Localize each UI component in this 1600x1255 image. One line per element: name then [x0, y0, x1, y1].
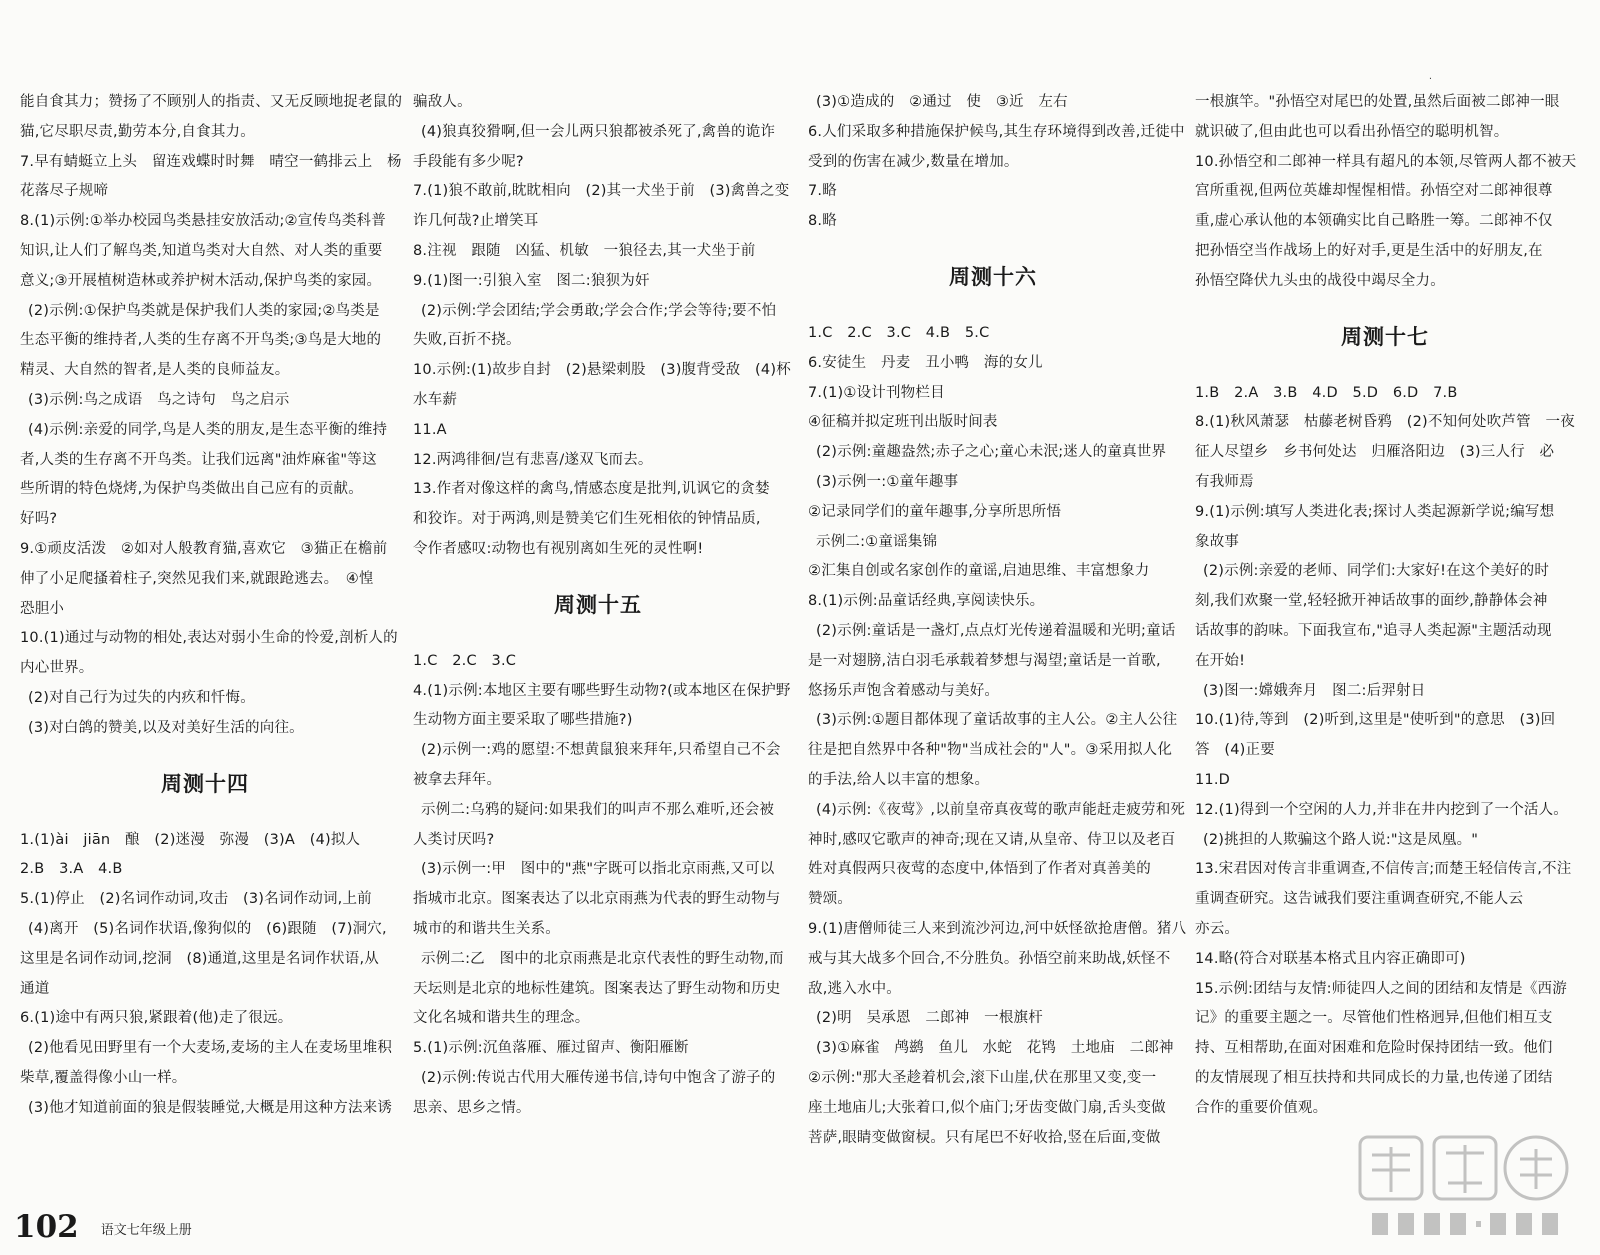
answer-line: 重调查研究。这告诫我们要注重调查研究,不能人云: [1195, 891, 1524, 908]
answer-line: 敌,逃入水中。: [808, 980, 902, 997]
answer-line: 在开始!: [1195, 652, 1246, 669]
answer-line: (2)明 吴承恩 二郎神 一根旗杆: [816, 1010, 1043, 1027]
answer-line: 9.①顽皮活泼 ②如对人般教育猫,喜欢它 ③猫正在檐前: [20, 540, 388, 557]
column-4: [1195, 88, 1575, 1124]
answer-line: 话故事的韵味。下面我宣布,"追寻人类起源"主题活动现: [1195, 622, 1552, 639]
answer-line: 令作者感叹:动物也有视别离如生死的灵性啊!: [413, 540, 704, 557]
answer-line: (3)图一:嫦娥奔月 图二:后羿射日: [1203, 682, 1426, 699]
answer-line: 诈几何哉?止增笑耳: [413, 213, 539, 230]
answer-line: 11.A: [413, 421, 447, 438]
answer-line: (4)离开 (5)名词作状语,像狗似的 (6)跟随 (7)洞穴,: [28, 920, 387, 937]
answer-line: (2)他看见田野里有一个大麦场,麦场的主人在麦场里堆积: [28, 1040, 393, 1057]
answer-line: (3)他才知道前面的狼是假装睡觉,大概是用这种方法来诱: [28, 1099, 393, 1116]
answer-line: 就识破了,但由此也可以看出孙悟空的聪明机智。: [1195, 123, 1509, 140]
answer-line: 10.孙悟空和二郎神一样具有超凡的本领,尽管两人都不被天: [1195, 153, 1577, 170]
answer-line: 8.注视 跟随 凶猛、机敏 一狼径去,其一犬坐于前: [413, 242, 756, 259]
answer-line: 往是把自然界中各种"物"当成社会的"人"。③采用拟人化: [808, 742, 1173, 759]
answer-line: 记》的重要主题之一。尽管他们性格迥异,但他们相互支: [1195, 1010, 1553, 1027]
column-2: [413, 88, 791, 1124]
answer-line: (3)①麻雀 鸬鹚 鱼儿 水蛇 花鸨 土地庙 二郎神: [816, 1040, 1174, 1057]
answer-line: 5.(1)示例:沉鱼落雁、雁过留声、衡阳雁断: [413, 1040, 689, 1057]
answer-line: (2)挑担的人欺骗这个路人说:"这是凤凰。": [1203, 831, 1479, 848]
answer-line: (2)示例:童趣盎然;赤子之心;童心未泯;迷人的童真世界: [816, 444, 1167, 461]
answer-line: 受到的伤害在减少,数量在增加。: [808, 153, 1019, 170]
answer-line: 人类讨厌吗?: [413, 831, 495, 848]
answer-line: 失败,百折不挠。: [413, 332, 521, 349]
answer-line: 合作的重要价值观。: [1195, 1099, 1328, 1116]
answer-line: ④征稿并拟定班刊出版时间表: [808, 414, 998, 431]
column-1: [20, 88, 403, 1124]
answer-line: 12.(1)得到一个空闲的人力,并非在井内挖到了一个活人。: [1195, 801, 1569, 818]
answer-line: 8.(1)示例:品童话经典,享阅读快乐。: [808, 593, 1045, 610]
answer-line: 座土地庙儿;大张着口,似个庙门;牙齿变做门扇,舌头变做: [808, 1099, 1166, 1116]
answer-line: (4)示例:《夜莺》,以前皇帝真夜莺的歌声能赶走疲劳和死: [816, 801, 1186, 818]
answer-line: 姓对真假两只夜莺的态度中,体悟到了作者对真善美的: [808, 861, 1151, 878]
answer-line: 示例二:①童谣集锦: [816, 533, 938, 550]
answer-line: (4)示例:亲爱的同学,鸟是人类的朋友,是生态平衡的维持: [28, 421, 388, 438]
answer-line: 意义;③开展植树造林或养护树木活动,保护鸟类的家园。: [20, 272, 382, 289]
answer-line: 宫所重视,但两位英雄却惺惺相惜。孙悟空对二郎神很尊: [1195, 183, 1553, 200]
answer-line: 花落尽子规啼: [20, 183, 109, 200]
answer-line: 15.示例:团结与友情:师徒四人之间的团结和友情是《西游: [1195, 980, 1567, 997]
answer-line: 8.(1)秋风萧瑟 枯藤老树昏鸦 (2)不知何处吹芦管 一夜: [1195, 414, 1575, 431]
column-3: [808, 88, 1187, 1153]
answer-line: 10.(1)通过与动物的相处,表达对弱小生命的怜爱,剖析人的: [20, 630, 398, 647]
answer-line: 10.(1)待,等到 (2)听到,这里是"使听到"的意思 (3)回: [1195, 712, 1556, 729]
answer-line: (3)示例一:①童年趣事: [816, 473, 959, 490]
answer-line: (4)狼真狡猾啊,但一会儿两只狼都被杀死了,禽兽的诡诈: [421, 123, 776, 140]
section-heading: 周测十四: [161, 771, 249, 796]
corner-dot: ·: [1428, 74, 1432, 85]
answer-line: (2)示例:传说古代用大雁传递书信,诗句中饱含了游子的: [421, 1069, 776, 1086]
answer-line: 7.(1)①设计刊物栏目: [808, 384, 945, 401]
answer-line: 伸了小足爬搔着柱子,突然见我们来,就跟跄逃去。 ④惶: [20, 570, 374, 587]
answer-line: (3)示例:①题目都体现了童话故事的主人公。②主人公往: [816, 712, 1178, 729]
book-title: 语文七年级上册: [100, 1223, 192, 1238]
answer-line: 7.(1)狼不敢前,眈眈相向 (2)其一犬坐于前 (3)禽兽之变: [413, 183, 790, 200]
answer-line: 1.(1)ài jiān 酿 (2)迷漫 弥漫 (3)A (4)拟人: [20, 831, 361, 848]
answer-line: (2)示例:学会团结;学会勇敢;学会合作;学会等待;要不怕: [421, 302, 777, 319]
answer-line: 一根旗竿。"孙悟空对尾巴的处置,虽然后面被二郎神一眼: [1195, 94, 1560, 110]
answer-line: 5.(1)停止 (2)名词作动词,攻击 (3)名词作动词,上前: [20, 891, 372, 908]
answer-line: 赞颂。: [808, 891, 853, 908]
section-heading: 周测十六: [949, 264, 1037, 289]
answer-line: ②示例:"那大圣趁着机会,滚下山崖,伏在那里又变,变一: [808, 1069, 1157, 1086]
answer-line: (2)示例:①保护鸟类就是保护我们人类的家园;②鸟类是: [28, 302, 380, 319]
answer-line: 10.示例:(1)故步自封 (2)悬梁刺股 (3)腹背受敌 (4)杯: [413, 362, 791, 379]
answer-line: 13.宋君因对传言非重调查,不信传言;而楚王轻信传言,不注: [1195, 861, 1572, 878]
answer-line: 戒与其大战多个回合,不分胜负。孙悟空前来助战,妖怪不: [808, 950, 1171, 967]
answer-line: (2)示例:童话是一盏灯,点点灯光传递着温暖和光明;童话: [816, 622, 1176, 639]
answer-line: 被拿去拜年。: [413, 771, 502, 788]
answer-line: (2)对自己行为过失的内疚和忏悔。: [28, 689, 255, 706]
answer-line: 天坛则是北京的地标性建筑。图案表达了野生动物和历史: [413, 980, 781, 997]
answer-line: 和狡诈。对于两鸿,则是赞美它们生死相依的钟情品质,: [413, 511, 761, 528]
answer-line: 答 (4)正要: [1195, 742, 1275, 759]
answer-line: 7.略: [808, 183, 837, 200]
answer-line: 悠扬乐声饱含着感动与美好。: [808, 682, 1000, 699]
answer-line: 水车薪: [413, 391, 458, 408]
answer-line: 9.(1)图一:引狼入室 图二:狼狈为奸: [413, 272, 650, 289]
answer-line: 12.两鸿徘徊/岂有悲喜/遂双飞而去。: [413, 451, 653, 468]
page-number: 102: [14, 1209, 79, 1245]
answer-line: 菩萨,眼睛变做窗棂。只有尾巴不好收拾,竖在后面,变做: [808, 1129, 1161, 1146]
answer-line: 的友情展现了相互扶持和共同成长的力量,也传递了团结: [1195, 1069, 1553, 1086]
answer-line: 1.C 2.C 3.C: [413, 652, 517, 669]
answer-line: 内心世界。: [20, 660, 94, 677]
answer-line: 是一对翅膀,洁白羽毛承载着梦想与渴望;童话是一首歌,: [808, 652, 1161, 669]
answer-line: 13.作者对像这样的禽鸟,情感态度是批判,讥讽它的贪婪: [413, 481, 770, 498]
answer-line: 9.(1)示例:填写人类进化表;探讨人类起源新学说;编写想: [1195, 503, 1555, 520]
answer-line: 6.(1)途中有两只狼,紧跟着(他)走了很远。: [20, 1010, 293, 1027]
answer-line: 这里是名词作动词,挖洞 (8)通道,这里是名词作状语,从: [20, 950, 379, 967]
page-footer: [14, 1211, 192, 1243]
answer-line: 4.(1)示例:本地区主要有哪些野生动物?(或本地区在保护野: [413, 682, 791, 699]
answer-line: 城市的和谐共生关系。: [413, 920, 560, 937]
answer-line: 手段能有多少呢?: [413, 153, 524, 170]
answer-line: (3)对白鸽的赞美,以及对美好生活的向往。: [28, 719, 304, 736]
answer-line: 象故事: [1195, 533, 1240, 550]
answer-line: 14.略(符合对联基本格式且内容正确即可): [1195, 950, 1466, 967]
answer-line: 些所谓的特色烧烤,为保护鸟类做出自己应有的贡献。: [20, 481, 363, 498]
answer-line: 柴草,覆盖得像小山一样。: [20, 1069, 187, 1086]
answer-line: 精灵、大自然的智者,是人类的良师益友。: [20, 362, 290, 379]
answer-line: 神时,感叹它歌声的神奇;现在又请,从皇帝、侍卫以及老百: [808, 831, 1176, 848]
answer-line: 11.D: [1195, 771, 1231, 788]
answer-line: ②记录同学们的童年趣事,分享所思所悟: [808, 503, 1062, 520]
answer-line: (3)示例:鸟之成语 鸟之诗句 鸟之启示: [28, 391, 290, 408]
answer-line: 有我师焉: [1195, 473, 1254, 490]
answer-line: 指城市北京。图案表达了以北京雨燕为代表的野生动物与: [413, 891, 781, 908]
answer-line: 通道: [20, 980, 50, 997]
answer-line: (3)①造成的 ②通过 使 ③近 左右: [816, 94, 1068, 110]
answer-line: 能自食其力；赞扬了不顾别人的指责、又无反顾地捉老鼠的: [20, 94, 403, 110]
answer-line: 的手法,给人以丰富的想象。: [808, 771, 990, 788]
answer-line: (2)示例一:鸡的愿望:不想黄鼠狼来拜年,只希望自己不会: [421, 742, 781, 759]
answer-line: (3)示例一:甲 图中的"燕"字既可以指北京雨燕,又可以: [421, 861, 775, 878]
section-heading: 周测十七: [1341, 324, 1429, 349]
answer-line: 1.C 2.C 3.C 4.B 5.C: [808, 324, 990, 341]
answer-line: 重,虚心承认他的本领确实比自己略胜一筹。二郎神不仅: [1195, 213, 1553, 230]
answer-line: 知识,让人们了解鸟类,知道鸟类对大自然、对人类的重要: [20, 242, 383, 259]
answer-line: 文化名城和谐共生的理念。: [413, 1010, 590, 1027]
answer-line: 9.(1)唐僧师徒三人来到流沙河边,河中妖怪欲抢唐僧。猪八: [808, 920, 1187, 937]
answer-line: 示例二:乌鸦的疑问:如果我们的叫声不那么难听,还会被: [421, 801, 775, 818]
answer-line: 持、互相帮助,在面对困难和危险时保持团结一致。他们: [1195, 1040, 1553, 1057]
answer-line: 骗敌人。: [413, 94, 472, 110]
answer-line: 刻,我们欢聚一堂,轻轻掀开神话故事的面纱,静静体会神: [1195, 593, 1548, 610]
answer-line: 思亲、思乡之情。: [413, 1099, 531, 1116]
answer-line: 6.安徒生 丹麦 丑小鸭 海的女儿: [808, 354, 1043, 371]
answer-line: 亦云。: [1195, 920, 1240, 937]
answer-line: 生动物方面主要采取了哪些措施?): [413, 712, 633, 729]
answer-line: 者,人类的生存离不开鸟类。让我们远离"油炸麻雀"等这: [20, 451, 377, 468]
answer-line: 示例二:乙 图中的北京雨燕是北京代表性的野生动物,而: [421, 950, 784, 967]
answer-line: 把孙悟空当作战场上的好对手,更是生活中的好朋友,在: [1195, 242, 1543, 259]
answer-line: 2.B 3.A 4.B: [20, 861, 123, 878]
answer-line: 猫,它尽职尽责,勤劳本分,自食其力。: [20, 123, 255, 140]
answer-line: 生态平衡的维持者,人类的生存离不开鸟类;③鸟是大地的: [20, 332, 382, 349]
answer-line: 7.早有蜻蜓立上头 留连戏蝶时时舞 晴空一鹤排云上 杨: [20, 153, 402, 170]
answer-line: 8.略: [808, 213, 837, 230]
answer-line: 恐胆小: [20, 600, 65, 617]
answer-line: 孙悟空降伏九头虫的战役中竭尽全力。: [1195, 272, 1445, 289]
answer-line: 8.(1)示例:①举办校园鸟类悬挂安放活动;②宣传鸟类科普: [20, 213, 386, 230]
answer-line: 好吗?: [20, 511, 58, 528]
answer-line: 1.B 2.A 3.B 4.D 5.D 6.D 7.B: [1195, 384, 1458, 401]
answer-line: 6.人们采取多种措施保护候鸟,其生存环境得到改善,迁徙中: [808, 123, 1185, 140]
answer-line: ②汇集自创或名家创作的童谣,启迪思维、丰富想象力: [808, 563, 1150, 580]
section-heading: 周测十五: [554, 592, 642, 617]
answer-line: 征人尽望乡 乡书何处达 归雁洛阳边 (3)三人行 必: [1195, 444, 1555, 461]
answer-line: (2)示例:亲爱的老师、同学们:大家好!在这个美好的时: [1203, 563, 1550, 580]
watermark-logo: [1352, 1125, 1582, 1245]
